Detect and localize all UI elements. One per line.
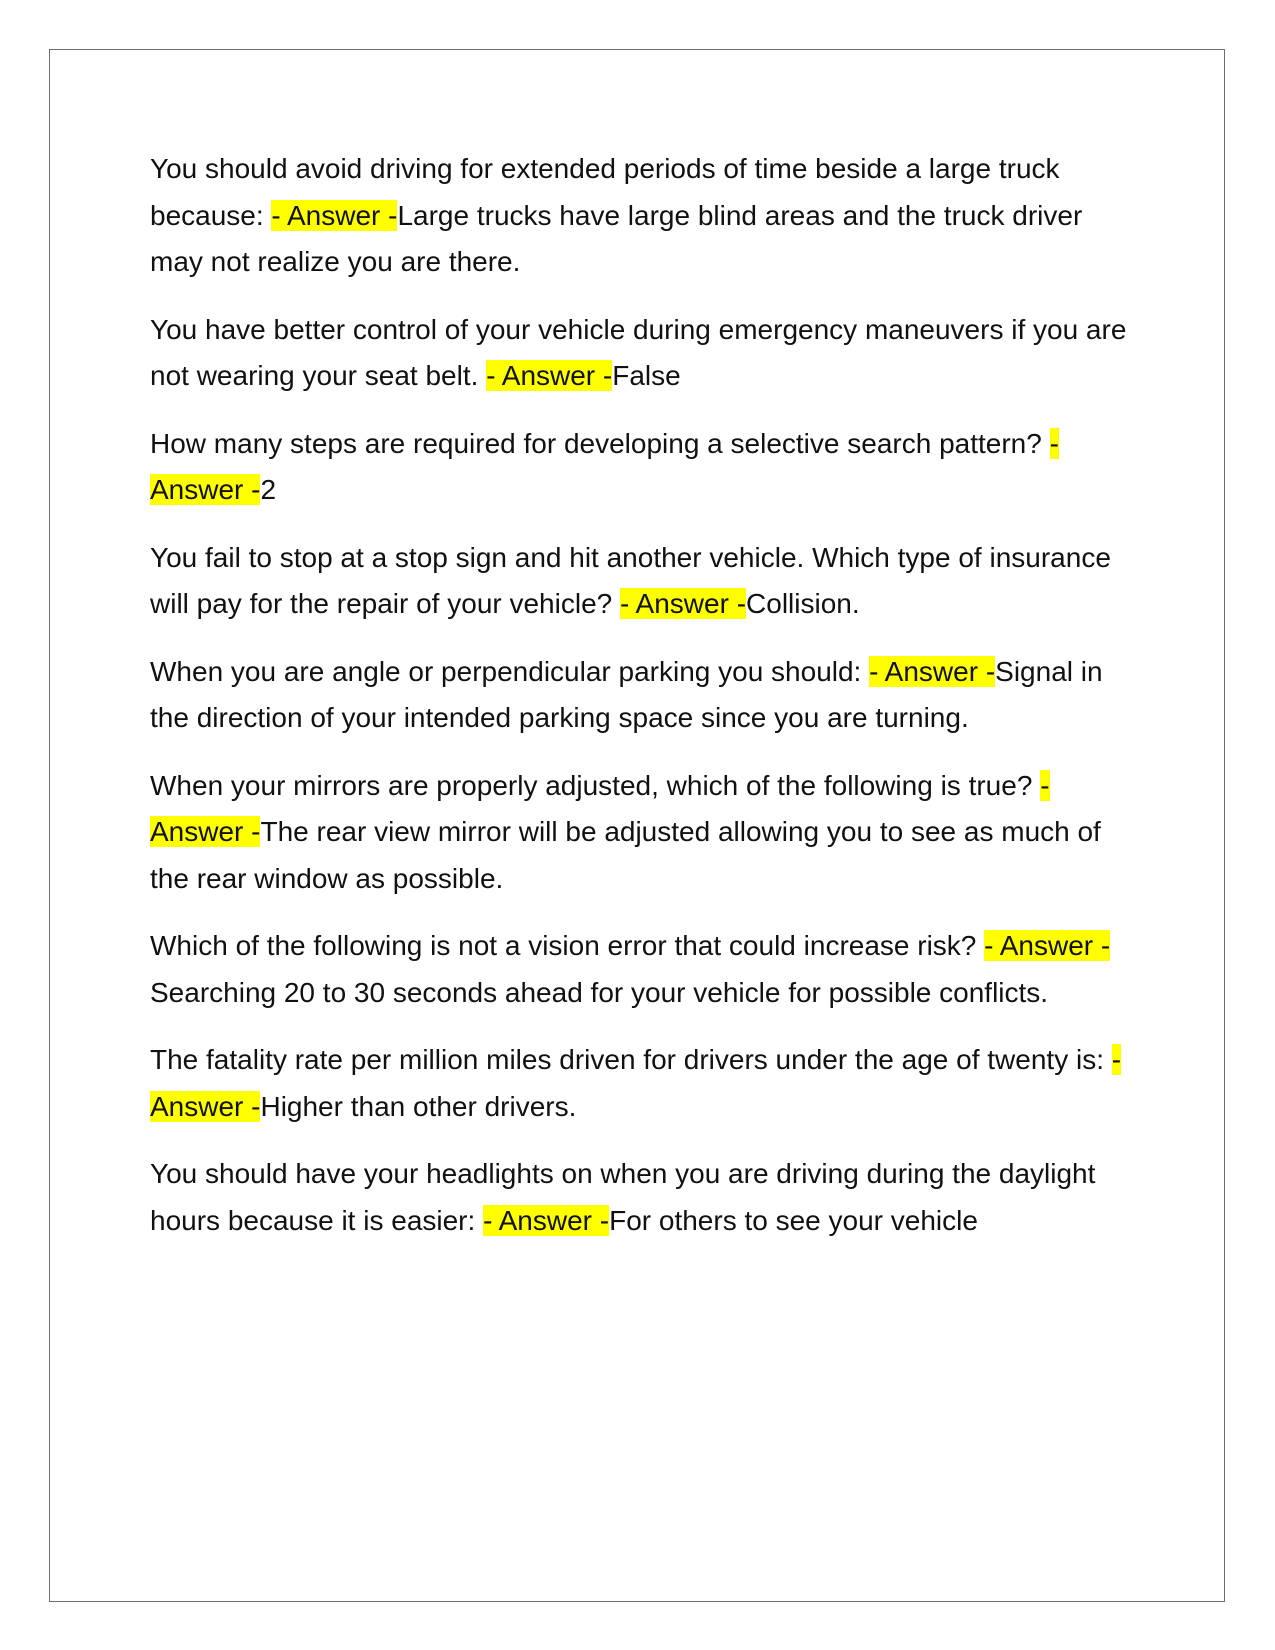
qa-item — [150, 763, 1140, 903]
qa-item — [150, 421, 1140, 514]
qa-item — [150, 649, 1140, 742]
question-text: When you are angle or perpendicular parking you should: — [150, 655, 870, 687]
answer-marker: - Answer - — [486, 360, 613, 391]
qa-item — [150, 923, 1140, 1016]
question-text: You should have your headlights on when you are driving during the daylight hours because it is easier: — [150, 1158, 1096, 1236]
qa-item — [150, 1151, 1140, 1244]
answer-marker: - Answer - — [984, 930, 1111, 961]
question-text: Which of the following is not a vision error that could increase risk? — [150, 930, 985, 961]
answer-text: The rear view mirror will be adjusted allowing you to see as much of the rear window as possible. — [150, 816, 1101, 894]
answer-text: Collision. — [746, 588, 860, 619]
answer-text: False — [612, 360, 681, 391]
question-text: You should avoid driving for extended periods of time beside a large truck because: — [150, 153, 1060, 231]
document-body — [150, 146, 1140, 1265]
answer-marker: - Answer - — [150, 427, 1059, 505]
answer-text: 2 — [260, 474, 277, 505]
qa-item — [150, 535, 1140, 628]
question-text: You fail to stop at a stop sign and hit another vehicle. Which type of insurance will pay for the repair of your vehicle? — [150, 541, 1111, 619]
question-text: How many steps are required for developing a selective search pattern? — [150, 427, 1050, 459]
answer-marker: - Answer - — [483, 1204, 610, 1236]
question-text: You have better control of your vehicle during emergency maneuvers if you are not wearing your seat belt. — [150, 313, 1127, 391]
qa-item — [150, 307, 1140, 400]
answer-marker: - Answer - — [271, 199, 398, 231]
qa-item — [150, 146, 1140, 286]
answer-marker: - Answer - — [150, 769, 1050, 847]
answer-text: Higher than other drivers. — [260, 1090, 577, 1122]
question-text: When your mirrors are properly adjusted, which of the following is true? — [150, 769, 1041, 801]
question-text: The fatality rate per million miles driven for drivers under the age of twenty is: — [150, 1044, 1112, 1075]
answer-marker: - Answer - — [620, 588, 747, 619]
answer-text: Large trucks have large blind areas and the truck driver may not realize you are there. — [150, 199, 1083, 277]
answer-text: For others to see your vehicle — [609, 1204, 978, 1236]
answer-text: Signal in the direction of your intended parking space since you are turning. — [150, 655, 1103, 733]
answer-marker: - Answer - — [150, 1044, 1122, 1122]
answer-text: Searching 20 to 30 seconds ahead for your vehicle for possible conflicts. — [150, 976, 1049, 1008]
answer-marker: - Answer - — [869, 655, 996, 687]
qa-item — [150, 1037, 1140, 1130]
